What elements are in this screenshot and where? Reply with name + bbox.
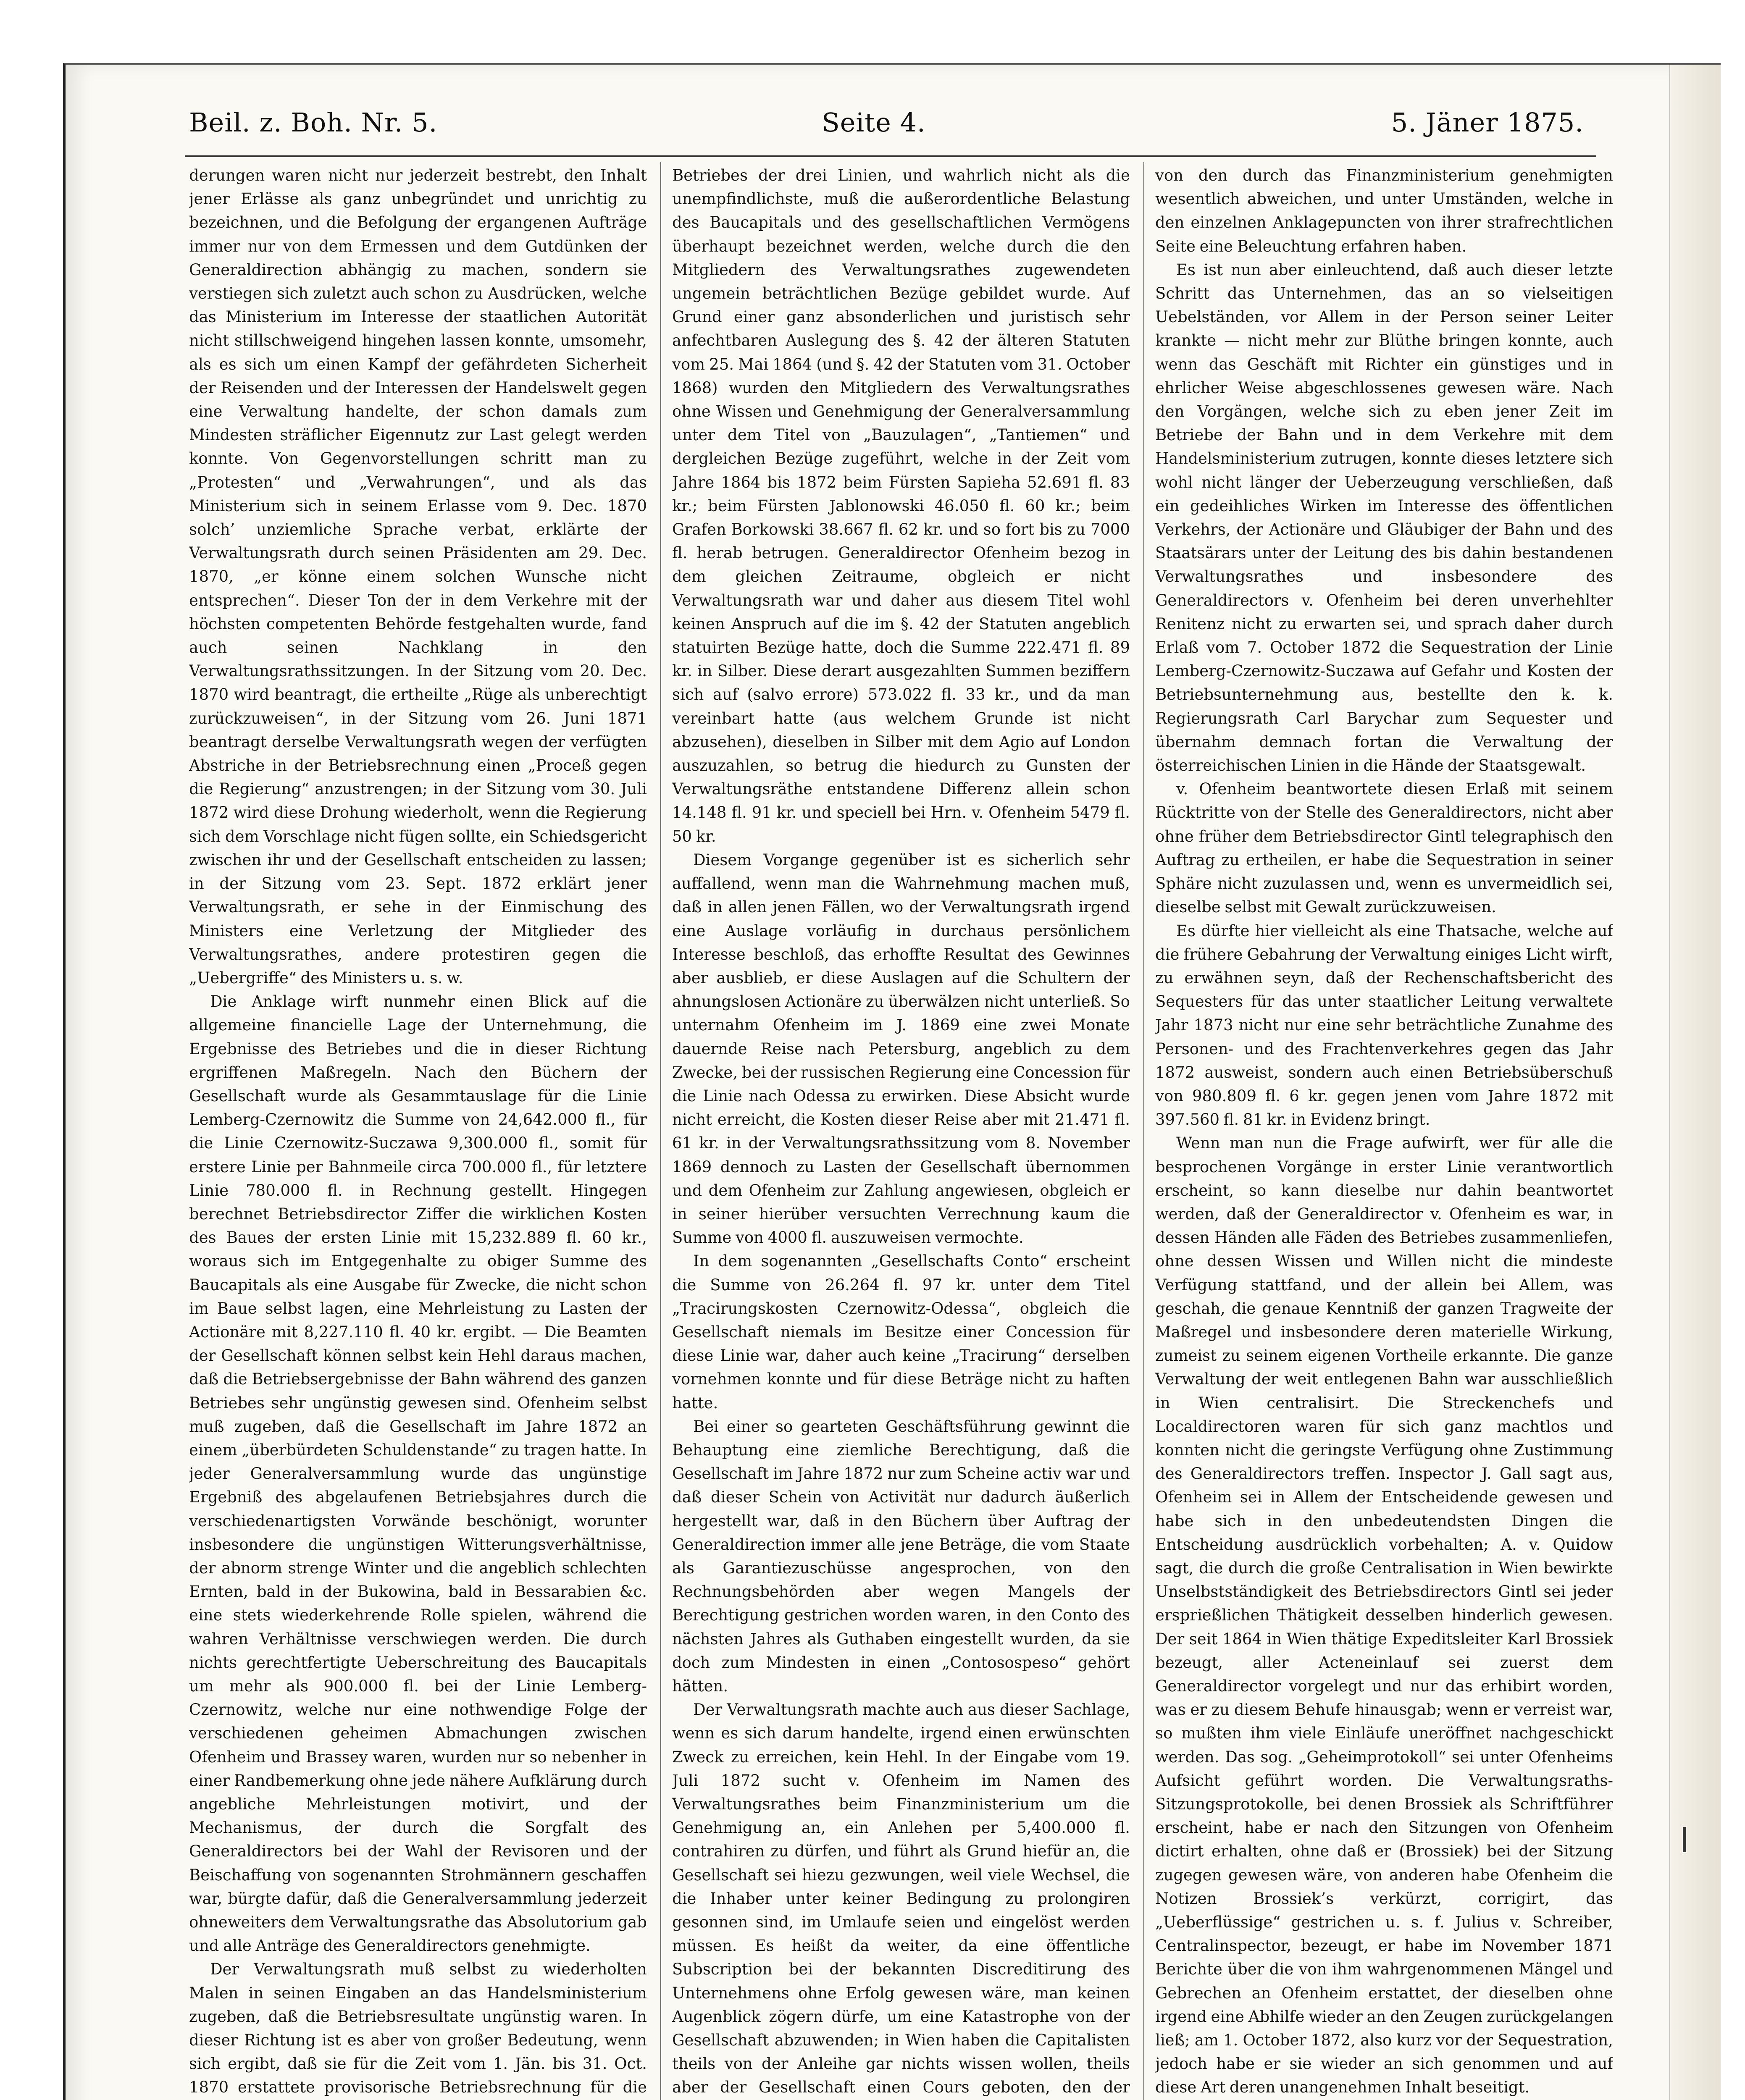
paragraph: Die Anklage wirft nunmehr einen Blick auf die allgemeine financielle Lage der Unternehmung, die Ergebnisse des Betriebes und die in dieser Richtung ergriffenen Maßregeln. Nach den Büchern der Gesellschaft wurde als Gesammtauslage für die Linie Lemberg-Czernowitz die Summe von 24,642.000 fl., für die Linie Czernowitz-Suczawa 9,300.000 fl., somit für erstere Linie per Bahnmeile circa 700.000 fl., für letztere Linie 780.000 fl. in Rechnung gestellt. Hingegen berechnet Betriebsdirector Ziffer die wirklichen Kosten des Baues der ersten Linie mit 15,232.889 fl. 60 kr., woraus sich im Entgegenhalte zu obiger Summe des Baucapitals als eine Ausgabe für Zwecke, die nicht schon im Baue selbst lagen, eine Mehrleistung zu Lasten der Actionäre mit 8,227.110 fl. 40 kr. ergibt. — Die Beamten der Gesellschaft können selbst kein Hehl daraus machen, daß die Betriebsergebnisse der Bahn während des ganzen Betriebes sehr ungünstig gewesen sind. Ofenheim selbst muß zugeben, daß die Gesellschaft im Jahre 1872 an einem „überbürdeten Schuldenstande“ zu tragen hatte. In jeder Generalversammlung wurde das ungünstige Ergebniß des abgelaufenen Betriebsjahres durch die verschiedenartigsten Vorwände beschönigt, worunter insbesondere die ungünstigen Witterungsverhältnisse, der abnorm strenge Winter und die angeblich schlechten Ernten, bald in der Bukowina, bald in Bessarabien &c. eine stets wiederkehrende Rolle spielen, während die wahren Verhältnisse verschwiegen werden. Die durch nichts gerechtfertigte Ueberschreitung des Baucapitals um mehr als 900.000 fl. bei der Linie Lemberg-Czernowitz, welche nur eine nothwendige Folge der verschiedenen geheimen Abmachungen zwischen Ofenheim und Brassey waren, wurden nur so nebenher in einer Randbemerkung ohne jede nähere Aufklärung durch angebliche Mehrleistungen motivirt, und der Mechanismus, der durch die Sorgfalt des Generaldirectors bei der Wahl der Revisoren und der Beischaffung von sogenannten Strohmännern geschaffen war, bürgte dafür, daß die Generalversammlung jederzeit ohneweiters dem Verwaltungsrathe das Absolutorium gab und alle Anträge des Generaldirectors genehmigte. <box>189 992 647 1955</box>
column-divider <box>1143 162 1144 2100</box>
paragraph: derungen waren nicht nur jederzeit bestrebt, den Inhalt jener Erlässe als ganz unbegründet und unrichtig zu bezeichnen, und die Befolgung der ergangenen Aufträge immer nur von dem Ermessen und dem Gutdünken der Generaldirection abhängig zu machen, sondern sie verstiegen sich zuletzt auch schon zu Ausdrücken, welche das Ministerium im Interesse der staatlichen Autorität nicht stillschweigend hingehen lassen konnte, umsomehr, als es sich um einen Kampf der gefährdeten Sicherheit der Reisenden und der Interessen der Handelswelt gegen eine Verwaltung handelte, der schon damals zum Mindesten sträflicher Eigennutz zur Last gelegt werden konnte. Von Gegenvorstellungen schritt man zu „Protesten“ und „Verwahrungen“, und als das Ministerium sich in seinem Erlasse vom 9. Dec. 1870 solch’ unziemliche Sprache verbat, erklärte der Verwaltungsrath durch seinen Präsidenten am 29. Dec. 1870, „er könne einem solchen Wunsche nicht entsprechen“. Dieser Ton der in dem Verkehre mit der höchsten competenten Behörde festgehalten wurde, fand auch seinen Nachklang in den Verwaltungsrathssitzungen. In der Sitzung vom 20. Dec. 1870 wird beantragt, die ertheilte „Rüge als unberechtigt zurückzuweisen“, in der Sitzung vom 26. Juni 1871 beantragt derselbe Verwaltungsrath wegen der verfügten Abstriche in der Betriebsrechnung einen „Proceß gegen die Regierung“ anzustrengen; in der Sitzung vom 30. Juli 1872 wird diese Drohung wiederholt, wenn die Regierung sich dem Vorschlage nicht fügen sollte, ein Schiedsgericht zwischen ihr und der Gesellschaft entscheiden zu lassen; in der Sitzung vom 23. Sept. 1872 erklärt jener Verwaltungsrath, er sehe in der Einmischung des Ministers eine Verletzung der Mitglieder des Verwaltungsrathes, andere protestiren gegen die „Uebergriffe“ des Ministers u. s. w. <box>189 166 647 987</box>
paragraph: Der Verwaltungsrath machte auch aus dieser Sachlage, wenn es sich darum handelte, irgend einen erwünschten Zweck zu erreichen, kein Hehl. In der Eingabe vom 19. Juli 1872 sucht v. Ofenheim im Namen des Verwaltungsrathes beim Finanzministerium um die Genehmigung an, ein Anlehen per 5,400.000 fl. contrahiren zu dürfen, und führt als Grund hiefür an, die Gesellschaft sei hiezu gezwungen, weil viele Wechsel, die die Inhaber unter keiner Bedingung zu prolongiren gesonnen sind, im Umlaufe seien und eingelöst werden müssen. Es heißt da weiter, da eine öffentliche Subscription bei der bekannten Discreditirung des Unternehmens ohne Erfolg gewesen wäre, man keinen Augenblick zögern dürfe, um eine Katastrophe von der Gesellschaft abzuwenden; in Wien haben die Capitalisten theils von der Anleihe gar nichts wissen wollen, theils aber der Gesellschaft einen Cours geboten, den der <box>672 1701 1130 2097</box>
paragraph: von den durch das Finanzministerium genehmigten wesentlich abweichen, und unter Umständen, welche in den einzelnen Anklagepuncten von ihrer strafrechtlichen Seite eine Beleuchtung erfahren haben. <box>1155 166 1613 255</box>
paragraph: Bei einer so gearteten Geschäftsführung gewinnt die Behauptung eine ziemliche Berechtigung, daß die Gesellschaft im Jahre 1872 nur zum Scheine activ war und daß dieser Schein von Activität nur dadurch äußerlich hergestellt war, daß in den Büchern über Auftrag der Generaldirection immer alle jene Beträge, die vom Staate als Garantiezuschüsse angesprochen, von den Rechnungsbehörden aber wegen Mangels der Berechtigung gestrichen worden waren, in den Conto des nächsten Jahres als Guthaben eingestellt wurden, da sie doch zum Mindesten in einen „Contosospeso“ gehört hätten. <box>672 1417 1130 1695</box>
paragraph: v. Ofenheim beantwortete diesen Erlaß mit seinem Rücktritte von der Stelle des Generaldirectors, nicht aber ohne früher dem Betriebsdirector Gintl telegraphisch den Auftrag zu ertheilen, er habe die Sequestration in seiner Sphäre nicht zuzulassen und, wenn es unvermeidlich sei, dieselbe selbst mit Gewalt zurückzuweisen. <box>1155 780 1613 916</box>
column-divider <box>660 162 661 2100</box>
text-column-3 <box>1155 164 1613 2100</box>
paragraph: Diesem Vorgange gegenüber ist es sicherlich sehr auffallend, wenn man die Wahrnehmung machen muß, daß in allen jenen Fällen, wo der Verwaltungsrath irgend eine Auslage vorläufig in durchaus persönlichem Interesse beschloß, das erhoffte Resultat des Gewinnes aber ausblieb, er diese Auslagen auf die Schultern der ahnungslosen Actionäre zu überwälzen nicht unterließ. So unternahm Ofenheim im J. 1869 eine zwei Monate dauernde Reise nach Petersburg, angeblich zu dem Zwecke, bei der russischen Regierung eine Concession für die Linie nach Odessa zu erwirken. Diese Absicht wurde nicht erreicht, die Kosten dieser Reise aber mit 21.471 fl. 61 kr. in der Verwaltungsrathssitzung vom 8. November 1869 dennoch zu Lasten der Gesellschaft übernommen und dem Ofenheim zur Zahlung angewiesen, obgleich er in seiner hierüber versuchten Verrechnung kaum die Summe von 4000 fl. auszuweisen vermochte. <box>672 850 1130 1247</box>
paragraph: Es dürfte hier vielleicht als eine Thatsache, welche auf die frühere Gebahrung der Verwaltung einiges Licht wirft, zu erwähnen seyn, daß der Rechenschaftsbericht des Sequesters für das unter staatlicher Leitung verwaltete Jahr 1873 nicht nur eine sehr beträchtliche Zunahme des Personen- und des Frachtenverkehres gegen das Jahr 1872 ausweist, sondern auch einen Betriebsüberschuß von 980.809 fl. 6 kr. gegen jenen vom Jahre 1872 mit 397.560 fl. 81 kr. in Evidenz bringt. <box>1155 921 1613 1129</box>
text-column-1 <box>189 164 647 2100</box>
page-header <box>122 84 1600 138</box>
text-column-2 <box>672 164 1130 2100</box>
paragraph: Der Verwaltungsrath muß selbst zu wiederholten Malen in seinen Eingaben an das Handelsministerium zugeben, daß die Betriebsresultate ungünstig waren. In dieser Richtung ist es aber von großer Bedeutung, wenn sich ergibt, daß sie für die Zeit vom 1. Jän. bis 31. Oct. 1870 erstattete provisorische Betriebsrechnung für die <box>189 1960 647 2097</box>
issue-date: 5. Jäner 1875. <box>1391 107 1584 138</box>
page-edge <box>1669 65 1721 2100</box>
margin-mark <box>1683 1827 1686 1852</box>
page-number: Seite 4. <box>822 107 926 138</box>
paragraph: In dem sogenannten „Gesellschafts Conto“ erscheint die Summe von 26.264 fl. 97 kr. unter dem Titel „Tracirungskosten Czernowitz-Odessa“, obgleich die Gesellschaft niemals im Besitze einer Concession für diese Linie war, daher auch keine „Tracirung“ derselben vornehmen konnte und für diese Beträge nicht zu haften hatte. <box>672 1252 1130 1412</box>
paragraph: Wenn man nun die Frage aufwirft, wer für alle die besprochenen Vorgänge in erster Linie verantwortlich erscheint, so kann dieselbe nur dahin beantwortet werden, daß der Generaldirector v. Ofenheim es war, in dessen Händen alle Fäden des Betriebes zusammenliefen, ohne dessen Wissen und Willen nicht die mindeste Verfügung stattfand, und der allein bei Allem, was geschah, die genaue Kenntniß der ganzen Tragweite der Maßregel und insbesondere deren materielle Wirkung, zumeist zu seinem eigenen Vortheile erkannte. Die ganze Verwaltung der weit entlegenen Bahn war ausschließlich in Wien centralisirt. Die Streckenchefs und Localdirectoren waren für sich ganz machtlos und konnten nicht die geringste Verfügung ohne Zustimmung des Generaldirectors treffen. Inspector J. Gall sagt aus, Ofenheim sei in Allem der Entscheidende gewesen und habe sich in den unbedeutendsten Dingen die Entscheidung ausdrücklich vorbehalten; A. v. Quidow sagt, die durch die große Centralisation in Wien bewirkte Unselbstständigkeit des Betriebsdirectors Gintl sei jeder ersprießlichen Thätigkeit desselben hinderlich gewesen. Der seit 1864 in Wien thätige Expeditsleiter Karl Brossiek bezeugt, aller Acteneinlauf sei zuerst dem Generaldirector vorgelegt und nur das erhibirt worden, was er zu diesem Behufe hinausgab; wenn er verreist war, so mußten ihm viele Einläufe uneröffnet nachgeschickt werden. Das sog. „Geheimprotokoll“ sei unter Ofenheims Aufsicht geführt worden. Die Verwaltungsraths-Sitzungsprotokolle, bei denen Brossiek als Schriftführer erscheint, habe er nach den Sitzungen von Ofenheim dictirt erhalten, ohne daß er (Brossiek) bei der Sitzung zugegen gewesen wäre, von anderen habe Ofenheim die Notizen Brossiek’s verkürzt, corrigirt, das „Ueberflüssige“ gestrichen u. s. f. Julius v. Schreiber, Centralinspector, bezeugt, er habe im November 1871 Berichte über die von ihm wahrgenommenen Mängel und Gebrechen an Ofenheim erstattet, der dieselben ohne irgend eine Abhilfe wieder an den Zeugen zurückgelangen ließ; am 1. October 1872, also kurz vor der Sequestration, jedoch habe er sie wieder an sich genommen und auf diese Art deren unangenehmen Inhalt beseitigt. <box>1155 1134 1613 2097</box>
paragraph: Es ist nun aber einleuchtend, daß auch dieser letzte Schritt das Unternehmen, das an so vielseitigen Uebelständen, vor Allem in der Person seiner Leiter krankte — nicht mehr zur Blüthe bringen konnte, auch wenn das Geschäft mit Richter ein günstiges und in ehrlicher Weise abgeschlossenes gewesen wäre. Nach den Vorgängen, welche sich zu eben jener Zeit im Betriebe der Bahn und in dem Verkehre mit dem Handelsministerium zutrugen, konnte dieses letztere sich wohl nicht länger der Ueberzeugung verschließen, daß ein gedeihliches Wirken im Interesse des öffentlichen Verkehrs, der Actionäre und Gläubiger der Bahn und des Staatsärars unter der Leitung des bis dahin bestandenen Verwaltungsrathes und insbesondere des Generaldirectors v. Ofenheim bei deren unverhehlter Renitenz nicht zu erwarten sei, und sprach daher durch Erlaß vom 7. October 1872 die Sequestration der Linie Lemberg-Czernowitz-Suczawa auf Gefahr und Kosten der Betriebsunternehmung aus, bestellte den k. k. Regierungsrath Carl Barychar zum Sequester und übernahm demnach fortan die Verwaltung der österreichischen Linien in die Hände der Staatsgewalt. <box>1155 260 1613 775</box>
supplement-number: Beil. z. Boh. Nr. 5. <box>189 107 438 138</box>
paragraph: Betriebes der drei Linien, und wahrlich nicht als die unempfindlichste, muß die außerordentliche Belastung des Baucapitals und des gesellschaftlichen Vermögens überhaupt bezeichnet werden, welche durch die den Mitgliedern des Verwaltungsrathes zugewendeten ungemein beträchtlichen Bezüge gebildet wurde. Auf Grund einer ganz absonderlichen und juristisch sehr anfechtbaren Auslegung des §. 42 der älteren Statuten vom 25. Mai 1864 (und §. 42 der Statuten vom 31. October 1868) wurden den Mitgliedern des Verwaltungsrathes ohne Wissen und Genehmigung der Generalversammlung unter dem Titel von „Bauzulagen“, „Tantiemen“ und dergleichen Bezüge zugeführt, welche in der Zeit vom Jahre 1864 bis 1872 beim Fürsten Sapieha 52.691 fl. 83 kr.; beim Fürsten Jablonowski 46.050 fl. 60 kr.; beim Grafen Borkowski 38.667 fl. 62 kr. und so fort bis zu 7000 fl. herab betrugen. Generaldirector Ofenheim bezog in dem gleichen Zeitraume, obgleich er nicht Verwaltungsrath war und daher aus diesem Titel wohl keinen Anspruch auf die im §. 42 der Statuten angeblich statuirten Bezüge hatte, doch die Summe 222.471 fl. 89 kr. in Silber. Diese derart ausgezahlten Summen beziffern sich auf (salvo errore) 573.022 fl. 33 kr., und da man vereinbart hatte (aus welchem Grunde ist nicht abzusehen), dieselben in Silber mit dem Agio auf London auszuzahlen, so betrug die hiedurch zu Gunsten der Verwaltungsräthe entstandene Differenz allein schon 14.148 fl. 91 kr. und speciell bei Hrn. v. Ofenheim 5479 fl. 50 kr. <box>672 166 1130 845</box>
header-rule <box>185 155 1596 157</box>
